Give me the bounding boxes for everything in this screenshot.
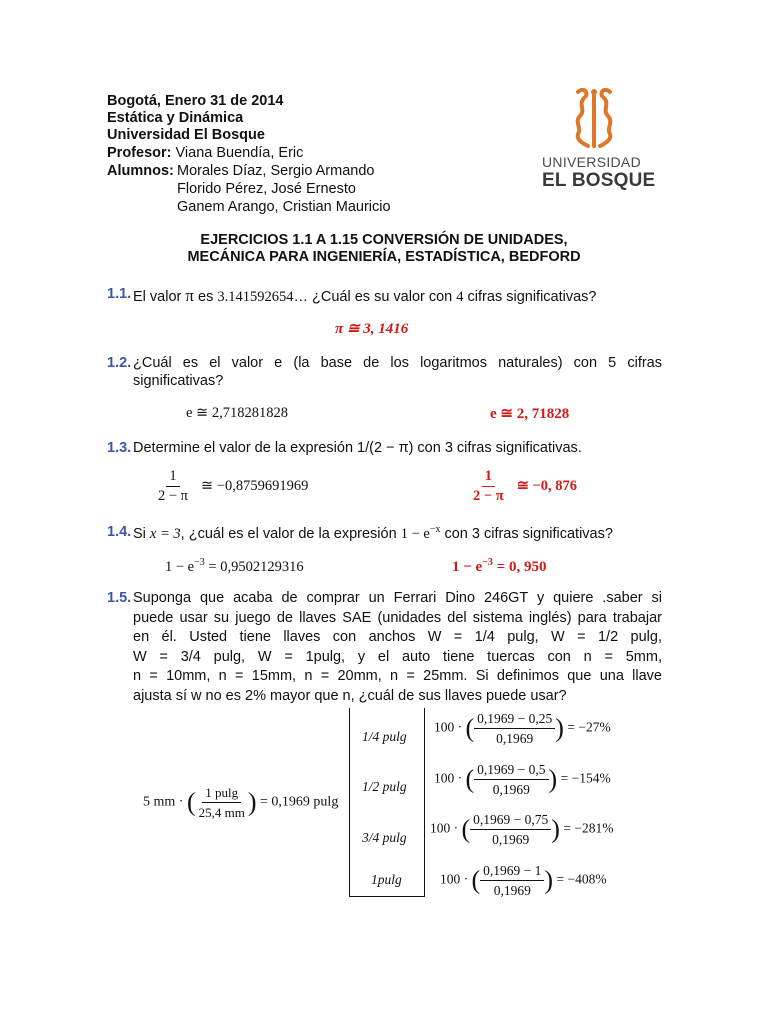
paragraph-line: W = 3/4 pulg, W = 1pulg, y el auto tiene tuercas con n = 5mm, (133, 648, 662, 665)
left-paren: ( (471, 865, 481, 895)
percent-result: = −281% (563, 820, 614, 836)
student-2: Florido Pérez, José Ernesto (177, 181, 356, 197)
professor-name: Viana Buendía, Eric (175, 145, 304, 161)
fraction (155, 469, 191, 504)
percent-calc-row (440, 863, 607, 898)
answer (452, 557, 546, 576)
university-logo (538, 84, 656, 194)
fraction (470, 469, 507, 504)
right-paren: ) (544, 865, 554, 895)
question-text: es (193, 289, 218, 305)
question-line2: significativas? (133, 373, 224, 389)
question-text: … ¿Cuál es su valor con (293, 289, 457, 305)
paragraph-line: en él. Usted tiene llaves con anchos W = 1/4 pulg, W = 1/2 pulg, (133, 629, 662, 645)
question-text: cifras significativas? (463, 289, 597, 305)
fraction-denominator: 0,1969 (493, 883, 531, 898)
fraction-denominator: 0,1969 (496, 731, 534, 746)
exponent: −3 (194, 557, 205, 568)
title-line1: EJERCICIOS 1.1 A 1.15 CONVERSIÓN DE UNIDADES, (200, 232, 568, 248)
calculation (165, 557, 304, 576)
exercise-number: 1.5. (107, 590, 132, 606)
fraction (470, 812, 551, 847)
course: Estática y Dinámica (107, 110, 244, 126)
exercise-number: 1.3. (107, 440, 132, 456)
multiplier: 100 · (434, 719, 463, 735)
percent-result: = −408% (556, 871, 607, 887)
left-paren: ( (465, 713, 475, 743)
professor-label: Profesor: (107, 145, 172, 161)
fraction-denominator: 0,1969 (492, 782, 530, 797)
left-paren: ( (465, 764, 475, 794)
fraction-numerator: 0,1969 − 0,25 (474, 711, 555, 729)
left-paren: ( (461, 814, 471, 844)
paragraph-line: n = 10mm, n = 15mm, n = 20mm, n = 25mm. Si definimos que una llave (133, 668, 662, 684)
question-text: , ¿cuál es el valor de la expresión (180, 525, 401, 542)
wrench-size: 3/4 pulg (362, 830, 407, 845)
pi-symbol: π (185, 286, 194, 305)
fraction-numerator: 1 (482, 469, 495, 487)
student-1: Morales Díaz, Sergio Armando (177, 163, 375, 179)
fraction (474, 711, 555, 746)
fraction-denominator: 2 − π (158, 488, 188, 504)
fraction-numerator: 0,1969 − 0,75 (470, 812, 551, 830)
unit-conversion (143, 785, 338, 820)
exponent: −3 (482, 557, 493, 568)
answer-rhs: = 0, 950 (492, 559, 547, 575)
answer-value: ≅ −0, 876 (516, 478, 578, 495)
fraction (474, 762, 548, 797)
wrench-size: 1/4 pulg (362, 729, 407, 744)
paragraph-line: puede usar su juego de llaves SAE (unidades del sistema inglés) para trabajar (133, 609, 662, 626)
paragraph-line: Suponga que acaba de comprar un Ferrari Dino 246GT y quiere .saber si (133, 590, 662, 606)
professor-line (107, 145, 303, 161)
conversion-fraction (196, 785, 248, 820)
question-text: Si (133, 525, 150, 542)
fraction-numerator: 1 pulg (202, 785, 241, 803)
question-line1: ¿Cuál es el valor e (la base de los logaritmos naturales) con 5 cifras (133, 355, 662, 371)
fraction-numerator: 0,1969 − 0,5 (474, 762, 548, 780)
calculation (155, 469, 308, 504)
question-text: El valor (133, 289, 186, 305)
answer: e ≅ 2, 71828 (490, 406, 570, 422)
question-text (133, 524, 613, 543)
answer-lhs: 1 − e (452, 559, 483, 575)
multiplier: 100 · (434, 770, 463, 786)
calc-rhs: = 0,9502129316 (204, 558, 304, 575)
expression: x = 3 (149, 525, 181, 542)
right-paren: ) (551, 814, 560, 844)
left-paren: ( (186, 787, 196, 817)
exercise-number: 1.4. (107, 524, 132, 540)
students-label: Alumnos: (107, 163, 174, 179)
calculation: e ≅ 2,718281828 (186, 405, 288, 421)
exponent: −x (429, 524, 441, 535)
title-line2: MECÁNICA PARA INGENIERÍA, ESTADÍSTICA, BEDFORD (187, 249, 581, 265)
fraction-numerator: 0,1969 − 1 (480, 863, 544, 881)
fraction (480, 863, 544, 898)
question-text: Determine el valor de la expresión 1/(2 − π) con 3 cifras significativas. (133, 440, 582, 456)
logo-emblem-icon (538, 84, 650, 154)
student-3: Ganem Arango, Cristian Mauricio (177, 199, 391, 215)
answer (470, 469, 577, 504)
exercise-number: 1.2. (107, 355, 132, 371)
percent-result: = −27% (567, 719, 611, 735)
expression: 1 − e (400, 525, 430, 542)
percent-calc-row (430, 812, 613, 847)
exercise-question (133, 286, 597, 306)
fraction-denominator: 25,4 mm (198, 805, 245, 820)
right-paren: ) (555, 713, 564, 743)
question-paragraph (133, 589, 662, 706)
university: Universidad El Bosque (107, 127, 265, 143)
exercise-number: 1.1. (107, 286, 132, 302)
percent-result: = −154% (560, 770, 611, 786)
pi-value: 3.141592654 (217, 289, 294, 305)
digit-count: 4 (456, 289, 464, 305)
logo-line1: UNIVERSIDAD (542, 154, 641, 170)
right-paren: ) (247, 787, 257, 817)
answer: π ≅ 3, 1416 (335, 321, 409, 337)
logo-line2: EL BOSQUE (542, 170, 656, 191)
conversion-lhs: 5 mm · (143, 794, 184, 810)
wrench-size: 1pulg (371, 872, 402, 887)
fraction-denominator: 0,1969 (492, 832, 530, 847)
right-paren: ) (548, 764, 558, 794)
paragraph-line: ajusta sí w no es 2% mayor que n, ¿cuál de sus llaves puede usar? (133, 687, 567, 704)
calc-lhs: 1 − e (165, 558, 195, 575)
multiplier: 100 · (430, 820, 459, 836)
date: Bogotá, Enero 31 de 2014 (107, 93, 284, 109)
question-text: con 3 cifras significativas? (440, 525, 613, 542)
percent-calc-row (434, 762, 611, 797)
calculation-value: ≅ −0,8759691969 (201, 478, 309, 495)
wrench-size: 1/2 pulg (362, 779, 407, 794)
conversion-result: = 0,1969 pulg (260, 794, 339, 810)
percent-calc-row (434, 711, 611, 746)
fraction-numerator: 1 (166, 469, 179, 487)
multiplier: 100 · (440, 871, 469, 887)
fraction-denominator: 2 − π (473, 488, 504, 504)
